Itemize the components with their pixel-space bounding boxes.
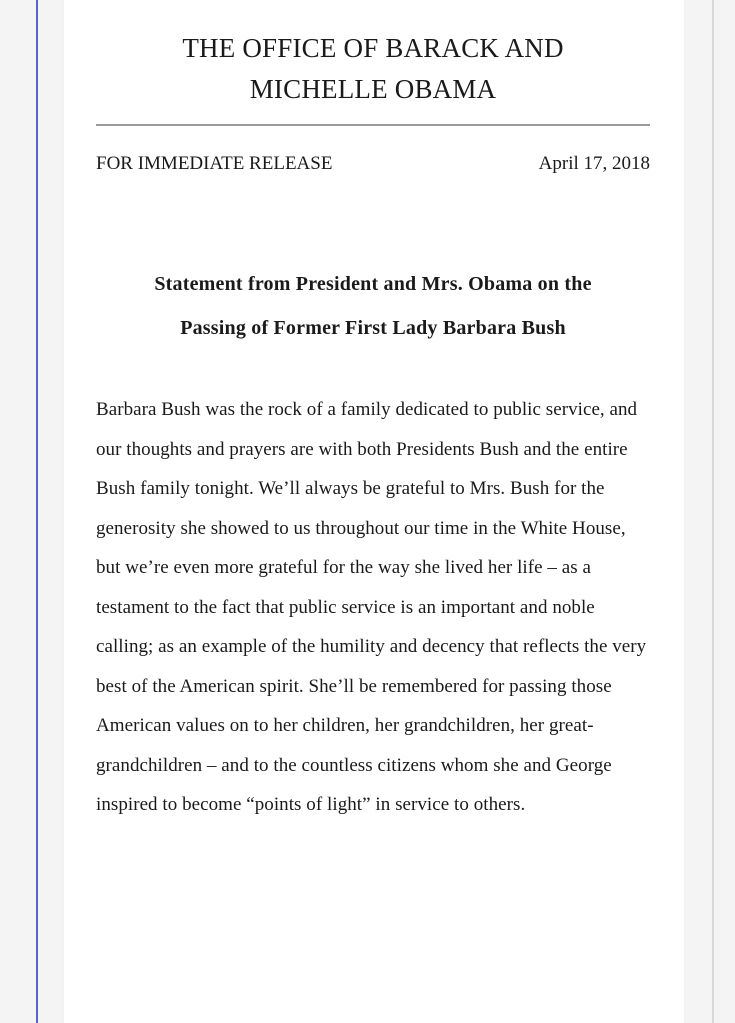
statement-headline <box>96 262 650 350</box>
letterhead-line-1: THE OFFICE OF BARACK AND <box>182 33 564 63</box>
headline-line-1: Statement from President and Mrs. Obama on the <box>154 273 592 295</box>
release-date: April 17, 2018 <box>538 153 650 174</box>
letterhead-divider <box>96 124 650 126</box>
left-margin-line <box>36 0 38 1023</box>
statement-body: Barbara Bush was the rock of a family dedicated to public service, and our thoughts and prayers are with both Presidents Bush and the entire Bush family tonight. We’ll always be grateful to Mrs. Bush for the generosity she showed to us throughout our time in the White House, but we’re even more grateful for the way she lived her life – as a testament to the fact that public service is an important and noble calling; as an example of the humility and decency that reflects the very best of the American spirit. She’ll be remembered for passing those American values on to her children, her grandchildren, her great-grandchildren – and to the countless citizens whom she and George inspired to become “points of light” in service to others. <box>96 399 647 815</box>
headline-line-2: Passing of Former First Lady Barbara Bush <box>180 317 566 339</box>
letterhead-line-2: MICHELLE OBAMA <box>249 74 497 104</box>
page-right-edge <box>712 0 714 1023</box>
letterhead <box>96 28 650 110</box>
release-label: FOR IMMEDIATE RELEASE <box>96 153 333 174</box>
